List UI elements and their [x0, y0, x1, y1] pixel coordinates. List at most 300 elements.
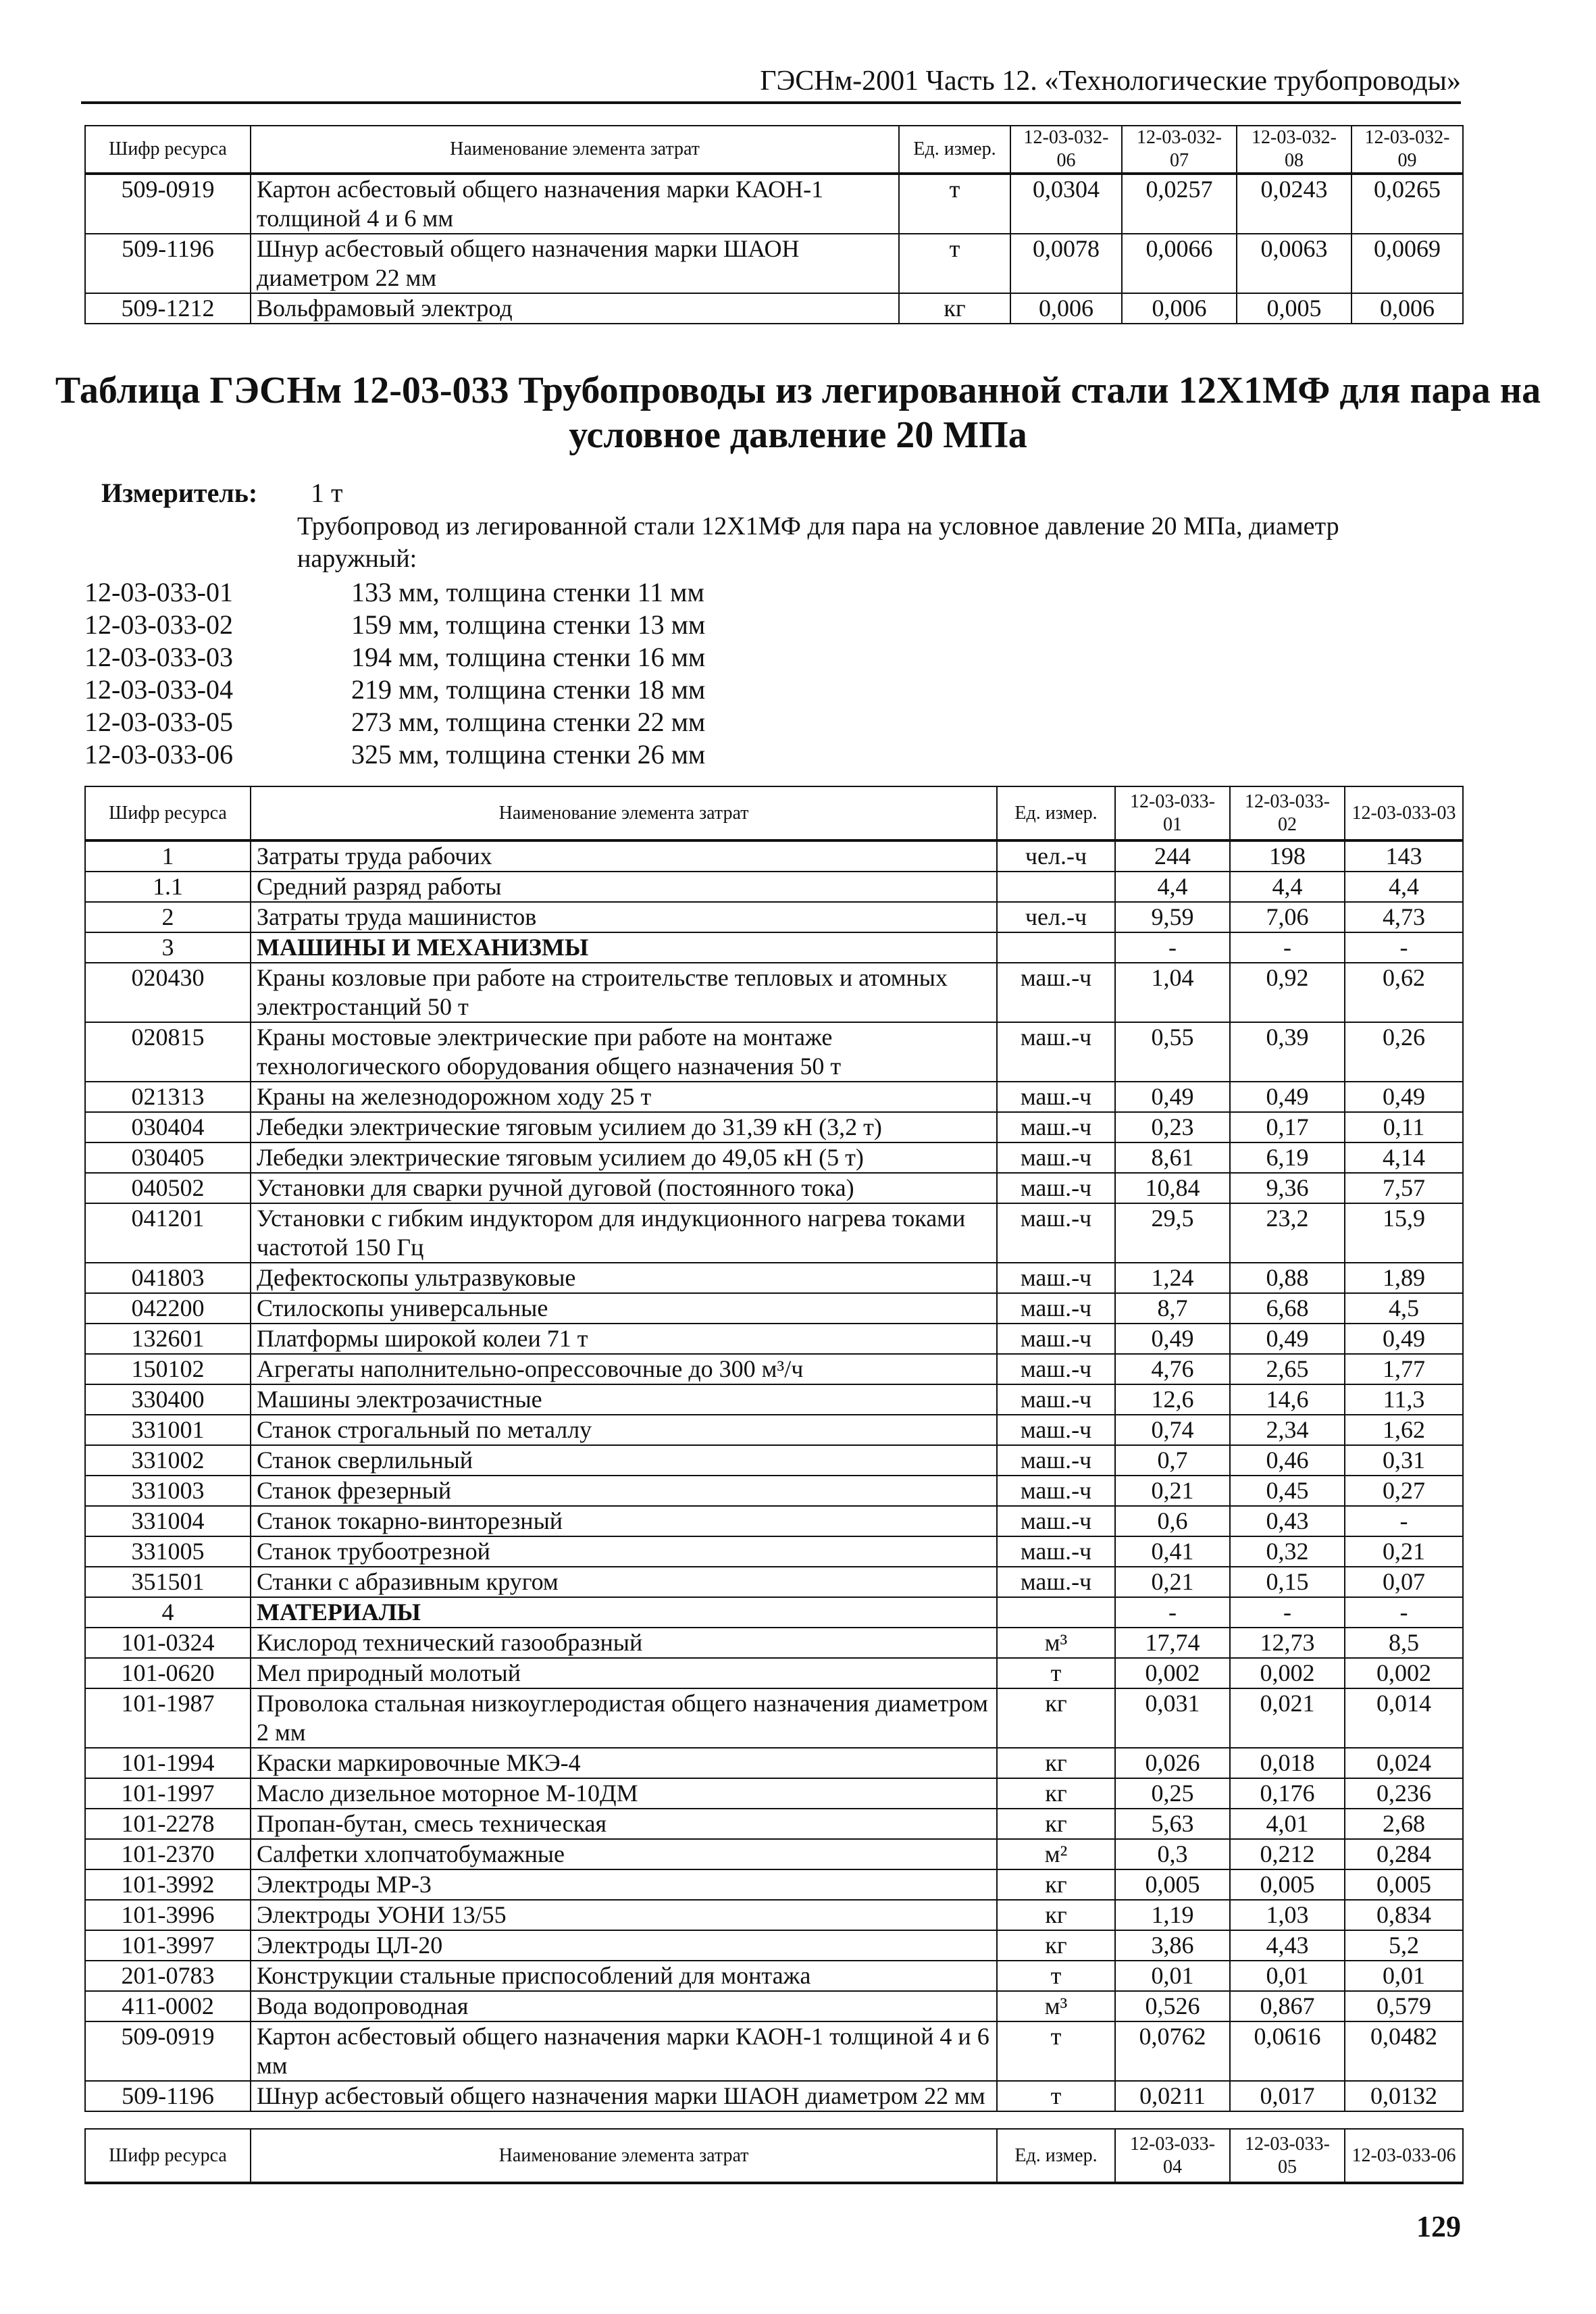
resource-value: 0,236	[1345, 1778, 1463, 1809]
resource-value: 0,62	[1345, 963, 1463, 1022]
table-row	[85, 1839, 1463, 1869]
resource-unit: маш.-ч	[997, 1022, 1115, 1082]
resource-code: 030404	[85, 1112, 251, 1142]
resource-value: 1,03	[1230, 1900, 1345, 1930]
resource-code: 201-0783	[85, 1961, 251, 1991]
resource-unit: кг	[997, 1930, 1115, 1961]
resource-name: Электроды МР-3	[251, 1869, 997, 1900]
resource-name: Станки с абразивным кругом	[251, 1567, 997, 1597]
table-row	[85, 1809, 1463, 1839]
table-row	[85, 1900, 1463, 1930]
resource-value: 0,006	[1352, 293, 1463, 324]
resource-value: 0,49	[1230, 1324, 1345, 1354]
resource-name: Электроды ЦЛ-20	[251, 1930, 997, 1961]
table-row	[85, 2081, 1463, 2111]
resource-value: 0,006	[1010, 293, 1122, 324]
resource-value: 0,49	[1230, 1082, 1345, 1112]
resource-code: 101-1994	[85, 1748, 251, 1778]
variant-code: 12-03-033-05	[84, 707, 233, 737]
resource-value: 4,14	[1345, 1142, 1463, 1173]
column-header: 12-03-032-07	[1122, 126, 1237, 174]
resource-unit: чел.-ч	[997, 902, 1115, 932]
resource-value: 4,43	[1230, 1930, 1345, 1961]
variant-code: 12-03-033-03	[84, 642, 233, 672]
column-header: 12-03-032-08	[1237, 126, 1352, 174]
resource-code: 101-3997	[85, 1930, 251, 1961]
resource-unit: маш.-ч	[997, 1536, 1115, 1567]
resource-code: 101-1987	[85, 1688, 251, 1748]
resource-value: 4,01	[1230, 1809, 1345, 1839]
resource-value: 0,92	[1230, 963, 1345, 1022]
resource-unit: кг	[997, 1778, 1115, 1809]
resource-value: -	[1115, 1597, 1230, 1628]
resource-name: Картон асбестовый общего назначения марки КАОН-1 толщиной 4 и 6 мм	[251, 2021, 997, 2081]
resource-value: 3,86	[1115, 1930, 1230, 1961]
resource-unit: чел.-ч	[997, 840, 1115, 872]
resource-unit: маш.-ч	[997, 1142, 1115, 1173]
resource-value: 6,19	[1230, 1142, 1345, 1173]
table-row	[85, 902, 1463, 932]
resource-value: 0,21	[1115, 1476, 1230, 1506]
resource-value: -	[1345, 1597, 1463, 1628]
resource-value: 0,0304	[1010, 174, 1122, 234]
resource-unit: маш.-ч	[997, 1445, 1115, 1476]
resource-code: 331005	[85, 1536, 251, 1567]
resource-value: 0,55	[1115, 1022, 1230, 1082]
resource-name: Краны на железнодорожном ходу 25 т	[251, 1082, 997, 1112]
table-row	[85, 1748, 1463, 1778]
variant-description: 325 мм, толщина стенки 26 мм	[351, 739, 706, 770]
resource-value: 1,19	[1115, 1900, 1230, 1930]
resource-unit: т	[899, 174, 1010, 234]
resource-name: Установки для сварки ручной дуговой (постоянного тока)	[251, 1173, 997, 1203]
variant-code: 12-03-033-02	[84, 609, 233, 640]
column-header: 12-03-033-06	[1345, 2129, 1463, 2183]
table-row	[85, 1293, 1463, 1324]
table-row	[85, 1991, 1463, 2021]
resource-name: Установки с гибким индуктором для индукционного нагрева токами частотой 150 Гц	[251, 1203, 997, 1263]
resource-value: 0,031	[1115, 1688, 1230, 1748]
column-header: Шифр ресурса	[85, 786, 251, 840]
resource-unit: маш.-ч	[997, 1354, 1115, 1384]
resource-value: 0,43	[1230, 1506, 1345, 1536]
column-header: 12-03-032-09	[1352, 126, 1463, 174]
variant-description: 194 мм, толщина стенки 16 мм	[351, 642, 706, 672]
resource-value: 0,834	[1345, 1900, 1463, 1930]
resource-value: 5,2	[1345, 1930, 1463, 1961]
resource-value: 0,25	[1115, 1778, 1230, 1809]
column-header: 12-03-033-05	[1230, 2129, 1345, 2183]
resource-unit: м³	[997, 1628, 1115, 1658]
resource-value: 4,5	[1345, 1293, 1463, 1324]
table-row	[85, 1263, 1463, 1293]
resource-unit: маш.-ч	[997, 1293, 1115, 1324]
table-row	[85, 963, 1463, 1022]
variant-code: 12-03-033-04	[84, 674, 233, 705]
resource-unit: маш.-ч	[997, 1173, 1115, 1203]
resource-value: 8,5	[1345, 1628, 1463, 1658]
resource-value: 0,867	[1230, 1991, 1345, 2021]
resource-value: 0,0211	[1115, 2081, 1230, 2111]
resource-code: 509-1212	[85, 293, 251, 324]
column-header: 12-03-033-03	[1345, 786, 1463, 840]
resource-name: Шнур асбестовый общего назначения марки ШАОН диаметром 22 мм	[251, 2081, 997, 2111]
resource-value: 12,73	[1230, 1628, 1345, 1658]
resource-value: 0,17	[1230, 1112, 1345, 1142]
description-line2: наружный:	[297, 545, 417, 573]
resource-unit: т	[997, 1658, 1115, 1688]
resource-unit: кг	[997, 1688, 1115, 1748]
resource-value: 198	[1230, 840, 1345, 872]
resource-value: 2,65	[1230, 1354, 1345, 1384]
resource-unit: кг	[997, 1809, 1115, 1839]
table-row	[85, 872, 1463, 902]
resource-value: -	[1230, 1597, 1345, 1628]
resource-name: Затраты труда рабочих	[251, 840, 997, 872]
resource-value: -	[1345, 1506, 1463, 1536]
resource-value: 0,49	[1115, 1082, 1230, 1112]
resource-unit: маш.-ч	[997, 1476, 1115, 1506]
table-row	[85, 1082, 1463, 1112]
resource-code: 101-3996	[85, 1900, 251, 1930]
table-row	[85, 2021, 1463, 2081]
table-row	[85, 293, 1463, 324]
resource-value: 1,77	[1345, 1354, 1463, 1384]
resource-code: 331004	[85, 1506, 251, 1536]
resource-value: 0,32	[1230, 1536, 1345, 1567]
resource-value: 4,76	[1115, 1354, 1230, 1384]
resource-name: Масло дизельное моторное М-10ДМ	[251, 1778, 997, 1809]
resource-value: -	[1230, 932, 1345, 963]
resource-code: 509-1196	[85, 234, 251, 293]
resource-value: 23,2	[1230, 1203, 1345, 1263]
resource-name: Краны козловые при работе на строительстве тепловых и атомных электростанций 50 т	[251, 963, 997, 1022]
resource-value: 4,4	[1345, 872, 1463, 902]
resource-value: 11,3	[1345, 1384, 1463, 1415]
resource-value: 0,21	[1345, 1536, 1463, 1567]
resource-value: 0,0616	[1230, 2021, 1345, 2081]
resource-name: Станок фрезерный	[251, 1476, 997, 1506]
resource-value: 0,579	[1345, 1991, 1463, 2021]
resource-value: 0,002	[1115, 1658, 1230, 1688]
resource-name: Стилоскопы универсальные	[251, 1293, 997, 1324]
resource-unit: т	[997, 2081, 1115, 2111]
resource-code: 509-1196	[85, 2081, 251, 2111]
column-header: Ед. измер.	[997, 2129, 1115, 2183]
resource-value: 5,63	[1115, 1809, 1230, 1839]
resource-value: 0,284	[1345, 1839, 1463, 1869]
column-header: Шифр ресурса	[85, 126, 251, 174]
resource-unit: кг	[997, 1869, 1115, 1900]
table-row	[85, 1415, 1463, 1445]
resource-value: 0,74	[1115, 1415, 1230, 1445]
table-row	[85, 1778, 1463, 1809]
resource-code: 030405	[85, 1142, 251, 1173]
table-row	[85, 1384, 1463, 1415]
table-title: Таблица ГЭСНм 12-03-033 Трубопроводы из легированной стали 12Х1МФ для пара на	[55, 370, 1541, 411]
resource-code: 041803	[85, 1263, 251, 1293]
resource-unit: маш.-ч	[997, 1082, 1115, 1112]
table-row	[85, 840, 1463, 872]
column-header: Наименование элемента затрат	[251, 786, 997, 840]
table-row	[85, 1597, 1463, 1628]
resource-unit: маш.-ч	[997, 1263, 1115, 1293]
resource-value: 0,07	[1345, 1567, 1463, 1597]
resource-unit	[997, 872, 1115, 902]
resource-name: Станок строгальный по металлу	[251, 1415, 997, 1445]
resource-value: 0,11	[1345, 1112, 1463, 1142]
resource-value: 7,06	[1230, 902, 1345, 932]
resource-code: 101-0620	[85, 1658, 251, 1688]
column-header: 12-03-033-02	[1230, 786, 1345, 840]
resource-value: 2,68	[1345, 1809, 1463, 1839]
resource-value: 0,01	[1115, 1961, 1230, 1991]
resource-name: Дефектоскопы ультразвуковые	[251, 1263, 997, 1293]
resource-value: 0,526	[1115, 1991, 1230, 2021]
resource-unit: маш.-ч	[997, 1506, 1115, 1536]
resource-unit: т	[899, 234, 1010, 293]
resource-unit: маш.-ч	[997, 1415, 1115, 1445]
resource-value: 0,0069	[1352, 234, 1463, 293]
table-row	[85, 174, 1463, 234]
table-row	[85, 234, 1463, 293]
column-header: Наименование элемента затрат	[251, 126, 899, 174]
resource-unit: маш.-ч	[997, 1112, 1115, 1142]
resource-name: Вода водопроводная	[251, 1991, 997, 2021]
resource-unit	[997, 932, 1115, 963]
resource-value: 14,6	[1230, 1384, 1345, 1415]
resource-code: 1	[85, 840, 251, 872]
resource-value: 0,017	[1230, 2081, 1345, 2111]
resource-name: Лебедки электрические тяговым усилием до 31,39 кН (3,2 т)	[251, 1112, 997, 1142]
variant-code: 12-03-033-06	[84, 739, 233, 770]
variant-description: 273 мм, толщина стенки 22 мм	[351, 707, 706, 737]
resource-value: 4,4	[1230, 872, 1345, 902]
table-row	[85, 1203, 1463, 1263]
resource-value: 0,021	[1230, 1688, 1345, 1748]
resource-code: 101-1997	[85, 1778, 251, 1809]
table-row	[85, 1536, 1463, 1567]
resource-value: 0,0078	[1010, 234, 1122, 293]
resource-value: 0,176	[1230, 1778, 1345, 1809]
resource-value: 0,26	[1345, 1022, 1463, 1082]
table-12-03-033	[84, 786, 1464, 2112]
running-header: ГЭСНм-2001 Часть 12. «Технологические трубопроводы»	[760, 66, 1461, 97]
variant-description: 133 мм, толщина стенки 11 мм	[351, 577, 704, 607]
resource-value: 143	[1345, 840, 1463, 872]
resource-name: Платформы широкой колеи 71 т	[251, 1324, 997, 1354]
resource-value: 6,68	[1230, 1293, 1345, 1324]
resource-code: 132601	[85, 1324, 251, 1354]
table-header-row	[85, 126, 1463, 174]
resource-unit: маш.-ч	[997, 1567, 1115, 1597]
header-rule	[81, 101, 1461, 104]
resource-value: 0,49	[1345, 1324, 1463, 1354]
resource-name: Мел природный молотый	[251, 1658, 997, 1688]
resource-code: 1.1	[85, 872, 251, 902]
resource-unit: маш.-ч	[997, 1324, 1115, 1354]
table-row	[85, 1142, 1463, 1173]
resource-name: Затраты труда машинистов	[251, 902, 997, 932]
table-row	[85, 932, 1463, 963]
resource-code: 020815	[85, 1022, 251, 1082]
description-line1: Трубопровод из легированной стали 12Х1МФ для пара на условное давление 20 МПа, диаметр	[297, 512, 1339, 540]
resource-name: Проволока стальная низкоуглеродистая общего назначения диаметром 2 мм	[251, 1688, 997, 1748]
resource-value: 0,006	[1122, 293, 1237, 324]
resource-name: МАШИНЫ И МЕХАНИЗМЫ	[251, 932, 997, 963]
resource-unit: м²	[997, 1839, 1115, 1869]
variant-description: 219 мм, толщина стенки 18 мм	[351, 674, 706, 705]
resource-code: 331001	[85, 1415, 251, 1445]
resource-value: 9,59	[1115, 902, 1230, 932]
table-row	[85, 1869, 1463, 1900]
table-row	[85, 1476, 1463, 1506]
resource-unit: кг	[899, 293, 1010, 324]
column-header: Шифр ресурса	[85, 2129, 251, 2183]
measure-value: 1 т	[311, 478, 343, 508]
resource-code: 331003	[85, 1476, 251, 1506]
resource-value: 1,62	[1345, 1415, 1463, 1445]
resource-value: 0,0265	[1352, 174, 1463, 234]
resource-value: -	[1115, 932, 1230, 963]
resource-value: 0,39	[1230, 1022, 1345, 1082]
resource-value: 1,24	[1115, 1263, 1230, 1293]
resource-value: 0,0257	[1122, 174, 1237, 234]
column-header: 12-03-033-01	[1115, 786, 1230, 840]
column-header: 12-03-033-04	[1115, 2129, 1230, 2183]
table-row	[85, 1506, 1463, 1536]
resource-name: Салфетки хлопчатобумажные	[251, 1839, 997, 1869]
table-row	[85, 1445, 1463, 1476]
resource-unit: кг	[997, 1748, 1115, 1778]
resource-value: 0,024	[1345, 1748, 1463, 1778]
resource-value: 4,73	[1345, 902, 1463, 932]
resource-unit: кг	[997, 1900, 1115, 1930]
resource-code: 020430	[85, 963, 251, 1022]
table-12-03-033-continued	[84, 2128, 1464, 2184]
resource-name: Краски маркировочные МКЭ-4	[251, 1748, 997, 1778]
resource-value: 0,49	[1345, 1082, 1463, 1112]
resource-value: 0,0482	[1345, 2021, 1463, 2081]
resource-value: 8,7	[1115, 1293, 1230, 1324]
table-row	[85, 1112, 1463, 1142]
table-row	[85, 1658, 1463, 1688]
resource-unit: маш.-ч	[997, 1203, 1115, 1263]
resource-value: 12,6	[1115, 1384, 1230, 1415]
variant-description: 159 мм, толщина стенки 13 мм	[351, 609, 706, 640]
resource-value: 10,84	[1115, 1173, 1230, 1203]
resource-value: 0,212	[1230, 1839, 1345, 1869]
table-row	[85, 1628, 1463, 1658]
resource-value: 1,04	[1115, 963, 1230, 1022]
table-row	[85, 1567, 1463, 1597]
resource-name: Машины электрозачистные	[251, 1384, 997, 1415]
resource-name: Средний разряд работы	[251, 872, 997, 902]
resource-value: 8,61	[1115, 1142, 1230, 1173]
resource-code: 150102	[85, 1354, 251, 1384]
column-header: Ед. измер.	[997, 786, 1115, 840]
resource-code: 330400	[85, 1384, 251, 1415]
resource-value: 0,6	[1115, 1506, 1230, 1536]
resource-value: 0,002	[1345, 1658, 1463, 1688]
resource-value: 0,01	[1345, 1961, 1463, 1991]
resource-unit: т	[997, 2021, 1115, 2081]
resource-value: 0,88	[1230, 1263, 1345, 1293]
resource-code: 021313	[85, 1082, 251, 1112]
table-row	[85, 1354, 1463, 1384]
resource-code: 101-2370	[85, 1839, 251, 1869]
resource-value: 0,0066	[1122, 234, 1237, 293]
resource-code: 101-3992	[85, 1869, 251, 1900]
resource-code: 101-0324	[85, 1628, 251, 1658]
resource-value: 4,4	[1115, 872, 1230, 902]
resource-code: 040502	[85, 1173, 251, 1203]
resource-value: 0,21	[1115, 1567, 1230, 1597]
resource-code: 509-0919	[85, 174, 251, 234]
resource-value: 0,49	[1115, 1324, 1230, 1354]
table-title-line2: условное давление 20 МПа	[569, 414, 1027, 456]
resource-value: 0,005	[1345, 1869, 1463, 1900]
resource-unit: т	[997, 1961, 1115, 1991]
resource-value: 0,3	[1115, 1839, 1230, 1869]
resource-name: Станок токарно-винторезный	[251, 1506, 997, 1536]
resource-name: Краны мостовые электрические при работе на монтаже технологического оборудования общего назначения 50 т	[251, 1022, 997, 1082]
resource-code: 041201	[85, 1203, 251, 1263]
table-row	[85, 1688, 1463, 1748]
resource-value: 0,46	[1230, 1445, 1345, 1476]
resource-code: 509-0919	[85, 2021, 251, 2081]
resource-name: Лебедки электрические тяговым усилием до 49,05 кН (5 т)	[251, 1142, 997, 1173]
resource-value: 0,45	[1230, 1476, 1345, 1506]
resource-code: 3	[85, 932, 251, 963]
column-header: 12-03-032-06	[1010, 126, 1122, 174]
resource-name: Вольфрамовый электрод	[251, 293, 899, 324]
column-header: Наименование элемента затрат	[251, 2129, 997, 2183]
resource-value: 0,0132	[1345, 2081, 1463, 2111]
resource-code: 042200	[85, 1293, 251, 1324]
resource-value: 0,018	[1230, 1748, 1345, 1778]
resource-code: 411-0002	[85, 1991, 251, 2021]
resource-value: 0,0243	[1237, 174, 1352, 234]
resource-unit: маш.-ч	[997, 963, 1115, 1022]
resource-code: 351501	[85, 1567, 251, 1597]
resource-value: 7,57	[1345, 1173, 1463, 1203]
page-number: 129	[1416, 2210, 1461, 2243]
resource-unit	[997, 1597, 1115, 1628]
table-row	[85, 1324, 1463, 1354]
resource-code: 101-2278	[85, 1809, 251, 1839]
resource-name: Шнур асбестовый общего назначения марки ШАОН диаметром 22 мм	[251, 234, 899, 293]
measure-label: Измеритель:	[101, 478, 258, 508]
resource-value: 0,01	[1230, 1961, 1345, 1991]
resource-name: Электроды УОНИ 13/55	[251, 1900, 997, 1930]
resource-name: Пропан-бутан, смесь техническая	[251, 1809, 997, 1839]
resource-value: 244	[1115, 840, 1230, 872]
resource-value: 2,34	[1230, 1415, 1345, 1445]
resource-value: 0,41	[1115, 1536, 1230, 1567]
resource-value: 1,89	[1345, 1263, 1463, 1293]
table-12-03-032	[84, 125, 1464, 324]
resource-value: 17,74	[1115, 1628, 1230, 1658]
table-row	[85, 1930, 1463, 1961]
table-row	[85, 1173, 1463, 1203]
resource-name: Конструкции стальные приспособлений для монтажа	[251, 1961, 997, 1991]
variant-code: 12-03-033-01	[84, 577, 233, 607]
resource-value: 0,27	[1345, 1476, 1463, 1506]
resource-value: 0,7	[1115, 1445, 1230, 1476]
resource-name: Станок трубоотрезной	[251, 1536, 997, 1567]
resource-name: Агрегаты наполнительно-опрессовочные до 300 м³/ч	[251, 1354, 997, 1384]
